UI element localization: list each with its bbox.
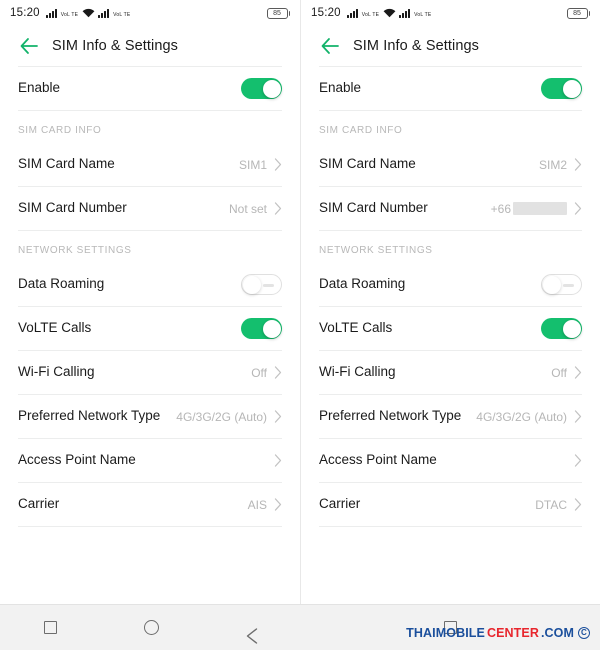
row-label: Enable [319, 80, 362, 96]
row-label: Access Point Name [319, 452, 437, 468]
status-icons [46, 7, 131, 19]
page-title: SIM Info & Settings [353, 38, 480, 54]
section-heading-network-settings: NETWORK SETTINGS [319, 245, 433, 256]
chevron-right-icon [574, 158, 582, 171]
volte-calls-toggle[interactable] [241, 318, 282, 339]
row-preferred-network-type[interactable] [319, 395, 582, 438]
row-label: SIM Card Name [319, 156, 416, 172]
row-label: Data Roaming [18, 276, 105, 292]
row-preferred-network-type[interactable] [18, 395, 282, 438]
row-label: Carrier [18, 496, 60, 512]
volte-label-1: VoL TE [361, 12, 380, 18]
chevron-right-icon [574, 202, 582, 215]
status-icons [347, 7, 432, 19]
row-label: VoLTE Calls [18, 320, 92, 336]
row-label: Wi-Fi Calling [319, 364, 396, 380]
chevron-right-icon [274, 498, 282, 511]
copyright-icon: C [578, 627, 590, 639]
row-value: AIS [247, 497, 267, 512]
signal-bars-icon-2 [399, 8, 410, 18]
row-value: Off [551, 365, 567, 380]
row-data-roaming[interactable] [319, 263, 582, 306]
row-label: SIM Card Number [319, 200, 428, 216]
square-recents-icon[interactable] [44, 621, 57, 634]
row-data-roaming[interactable] [18, 263, 282, 306]
section-heading-network-settings: NETWORK SETTINGS [18, 245, 132, 256]
chevron-right-icon [274, 454, 282, 467]
row-carrier[interactable] [319, 483, 582, 526]
chevron-right-icon [274, 366, 282, 379]
chevron-right-icon [574, 366, 582, 379]
volte-indicator-2 [113, 7, 130, 19]
row-label: Preferred Network Type [319, 408, 462, 424]
settings-list-sim2 [301, 66, 600, 604]
title-bar [0, 26, 300, 66]
signal-bars-icon-1 [46, 8, 57, 18]
volte-label-1: VoL TE [60, 12, 79, 18]
watermark [406, 626, 590, 640]
row-value: 4G/3G/2G (Auto) [476, 409, 567, 424]
status-bar [0, 0, 300, 26]
back-arrow-icon[interactable] [18, 35, 40, 57]
row-sim-card-name[interactable] [18, 143, 282, 186]
volte-calls-toggle[interactable] [541, 318, 582, 339]
chevron-right-icon [574, 498, 582, 511]
triangle-back-icon[interactable] [246, 620, 257, 636]
volte-label-2: VoL TE [113, 12, 131, 18]
row-volte-calls[interactable] [18, 307, 282, 350]
row-sim-card-number[interactable] [18, 187, 282, 230]
row-label: Preferred Network Type [18, 408, 161, 424]
title-bar [301, 26, 600, 66]
row-enable[interactable] [18, 67, 282, 110]
battery-indicator [267, 8, 291, 19]
data-roaming-toggle[interactable] [241, 274, 282, 295]
chevron-right-icon [574, 410, 582, 423]
section-heading-sim-card-info: SIM CARD INFO [18, 125, 102, 136]
section-heading-sim-card-info: SIM CARD INFO [319, 125, 403, 136]
status-clock: 15:20 [10, 7, 40, 19]
nav-group-left [0, 605, 300, 650]
divider [319, 526, 582, 527]
screen-sim2 [300, 0, 600, 650]
row-label: SIM Card Name [18, 156, 115, 172]
signal-bars-icon-2 [98, 8, 109, 18]
divider [18, 526, 282, 527]
row-label: VoLTE Calls [319, 320, 393, 336]
enable-toggle[interactable] [241, 78, 282, 99]
row-value: Off [251, 365, 267, 380]
nav-group-right [300, 605, 600, 650]
row-wifi-calling[interactable] [18, 351, 282, 394]
wifi-icon [383, 8, 395, 18]
row-label: Wi-Fi Calling [18, 364, 95, 380]
row-value: SIM2 [538, 157, 567, 172]
watermark-part2: CENTER [486, 625, 539, 640]
battery-indicator [567, 8, 591, 19]
enable-toggle[interactable] [541, 78, 582, 99]
system-navigation-bar [0, 604, 600, 650]
watermark-part1: THAIMOBILE [406, 625, 485, 640]
row-value: 4G/3G/2G (Auto) [176, 409, 267, 424]
row-sim-card-name[interactable] [319, 143, 582, 186]
row-access-point-name[interactable] [319, 439, 582, 482]
watermark-part3: .COM [540, 625, 574, 640]
row-access-point-name[interactable] [18, 439, 282, 482]
chevron-right-icon [274, 158, 282, 171]
volte-indicator-2 [414, 7, 431, 19]
circle-home-icon[interactable] [144, 620, 159, 635]
volte-label-2: VoL TE [414, 12, 432, 18]
row-label: Enable [18, 80, 61, 96]
battery-percent: 85 [573, 9, 581, 17]
settings-list-sim1 [0, 66, 300, 604]
chevron-right-icon [274, 202, 282, 215]
row-label: Data Roaming [319, 276, 406, 292]
status-bar [301, 0, 600, 26]
row-value-text: +66 [490, 201, 511, 216]
row-carrier[interactable] [18, 483, 282, 526]
chevron-right-icon [574, 454, 582, 467]
volte-indicator-1 [61, 7, 78, 19]
volte-indicator-1 [362, 7, 379, 19]
row-sim-card-number[interactable] [319, 187, 582, 230]
row-value: DTAC [535, 497, 567, 512]
wifi-icon [82, 8, 94, 18]
chevron-right-icon [274, 410, 282, 423]
signal-bars-icon-1 [347, 8, 358, 18]
row-volte-calls[interactable] [319, 307, 582, 350]
battery-percent: 85 [273, 9, 281, 17]
row-label: Carrier [319, 496, 361, 512]
status-clock: 15:20 [311, 7, 341, 19]
data-roaming-toggle[interactable] [541, 274, 582, 295]
row-value: Not set [228, 201, 267, 216]
redacted-number-mask [513, 202, 567, 215]
row-label: Access Point Name [18, 452, 136, 468]
page-title: SIM Info & Settings [52, 38, 179, 54]
row-label: SIM Card Number [18, 200, 127, 216]
row-value: SIM1 [238, 157, 267, 172]
row-value [491, 202, 567, 216]
back-arrow-icon[interactable] [319, 35, 341, 57]
row-enable[interactable] [319, 67, 582, 110]
row-wifi-calling[interactable] [319, 351, 582, 394]
